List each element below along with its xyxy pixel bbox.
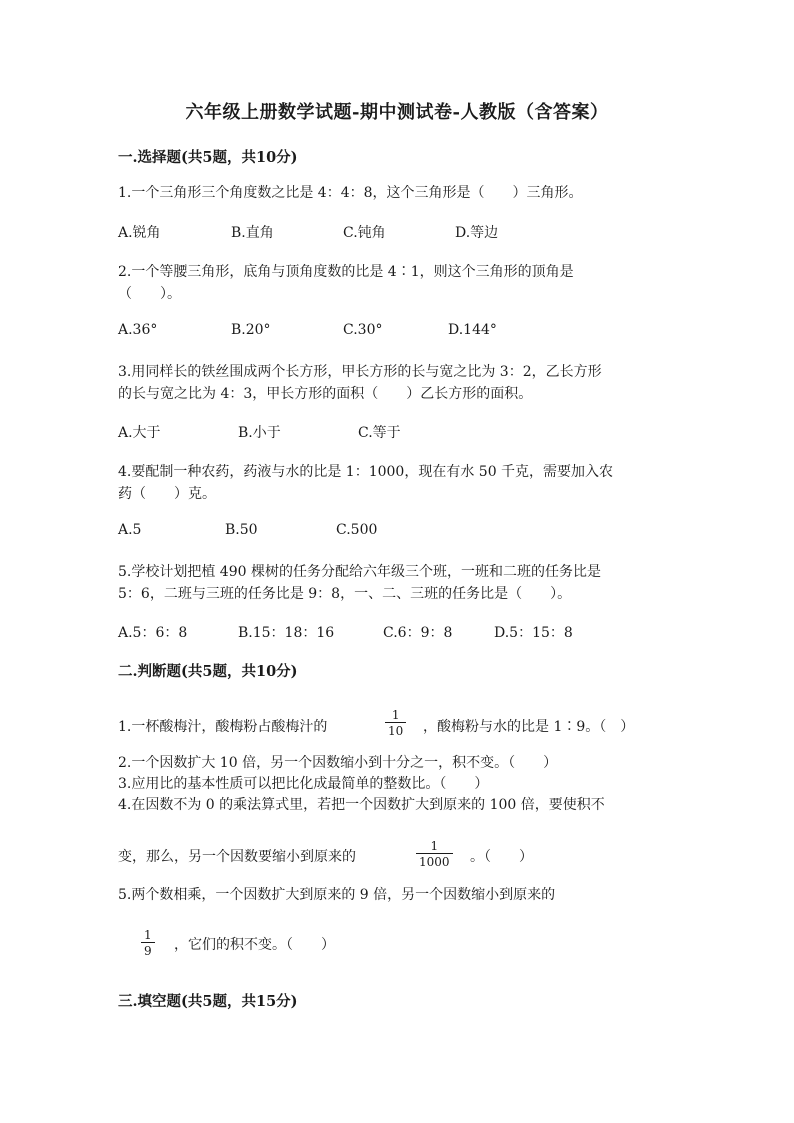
question-2-4-after: 。（ ） (470, 849, 533, 865)
question-1-3-line2: 的长与宽之比为 4：3，甲长方形的面积（ ）乙长方形的面积。 (118, 386, 533, 402)
option-b: B.直角 (231, 225, 274, 241)
option-a: A.5：6：8 (118, 625, 188, 641)
option-b: B.20° (231, 322, 271, 338)
question-1-2-line2: （ ）。 (118, 286, 181, 302)
option-c: C.500 (336, 522, 378, 538)
page-title: 六年级上册数学试题-期中测试卷-人教版（含答案） (185, 102, 609, 123)
question-2-2: 2.一个因数扩大 10 倍，另一个因数缩小到十分之一，积不变。（ ） (118, 755, 558, 771)
option-c: C.30° (343, 322, 383, 338)
fraction-one-ninth: $\frac{1}{9}$ (141, 928, 155, 958)
question-2-5-after: ，它们的积不变。（ ） (174, 937, 335, 953)
option-a: A.5 (118, 522, 142, 538)
question-2-5-line1: 5.两个数相乘，一个因数扩大到原来的 9 倍，另一个因数缩小到原来的 (118, 887, 556, 903)
option-a: A.锐角 (118, 225, 161, 241)
section-heading-judgement: 二.判断题(共5题，共10分) (118, 663, 298, 680)
fraction-one-tenth: $\frac{1}{10}$ (385, 708, 406, 738)
option-d: D.144° (448, 322, 497, 338)
option-d: D.5：15：8 (494, 625, 573, 641)
option-d: D.等边 (455, 225, 499, 241)
question-1-2-line1: 2.一个等腰三角形，底角与顶角度数的比是 4∶1，则这个三角形的顶角是 (118, 264, 574, 280)
question-1-3-line1: 3.用同样长的铁丝围成两个长方形，甲长方形的长与宽之比为 3：2，乙长方形 (118, 364, 602, 380)
option-c: C.钝角 (343, 225, 386, 241)
question-1-5-line2: 5：6，二班与三班的任务比是 9：8，一、二、三班的任务比是（ ）。 (118, 586, 572, 602)
question-2-1-after: ，酸梅粉与水的比是 1∶9。（ ） (423, 719, 635, 735)
option-b: B.小于 (238, 425, 281, 441)
question-1-4-line1: 4.要配制一种农药，药液与水的比是 1：1000，现在有水 50 千克，需要加入农 (118, 464, 614, 480)
section-heading-fill-blank: 三.填空题(共5题，共15分) (118, 993, 298, 1010)
section-heading-choice: 一.选择题(共5题，共10分) (118, 149, 298, 166)
question-1-5-line1: 5.学校计划把植 490 棵树的任务分配给六年级三个班，一班和二班的任务比是 (118, 564, 601, 580)
fraction-one-thousandth: $\frac{1}{1000}$ (416, 839, 453, 869)
option-a: A.36° (118, 322, 158, 338)
question-1-4-line2: 药（ ）克。 (118, 486, 216, 502)
question-1-1: 1.一个三角形三个角度数之比是 4：4：8，这个三角形是（ ）三角形。 (118, 185, 583, 201)
option-b: B.50 (225, 522, 258, 538)
question-2-3: 3.应用比的基本性质可以把比化成最简单的整数比。（ ） (118, 776, 489, 792)
option-c: C.6：9：8 (383, 625, 453, 641)
question-2-4-line1: 4.在因数不为 0 的乘法算式里，若把一个因数扩大到原来的 100 倍，要使积不 (118, 797, 605, 813)
option-a: A.大于 (118, 425, 161, 441)
option-c: C.等于 (358, 425, 401, 441)
question-2-1-before: 1.一杯酸梅汁，酸梅粉占酸梅汁的 (118, 719, 328, 735)
option-b: B.15：18：16 (238, 625, 335, 641)
question-2-4-before: 变，那么，另一个因数要缩小到原来的 (118, 849, 356, 865)
